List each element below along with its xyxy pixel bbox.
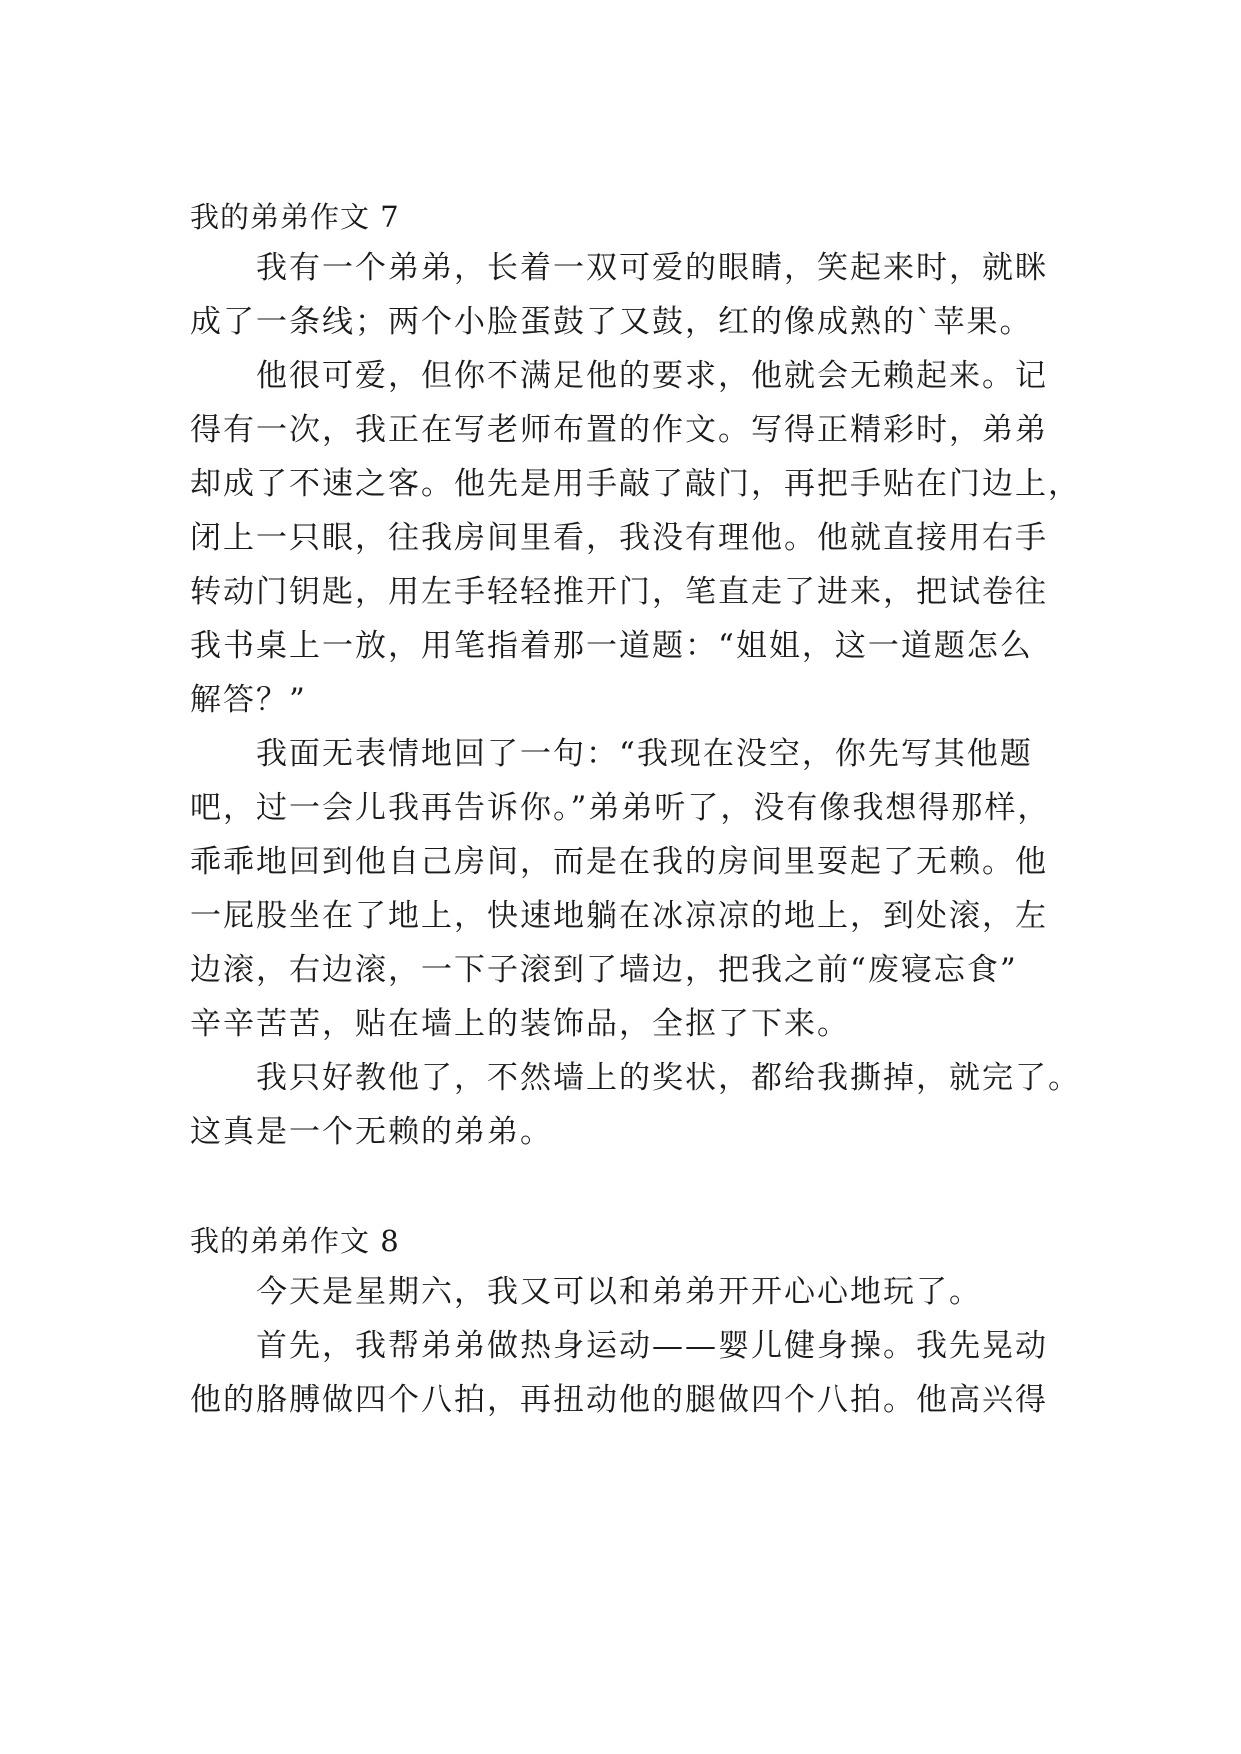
essay-8-line: 今天是星期六，我又可以和弟弟开开心心地玩了。 [256, 1274, 982, 1310]
essay-7-line: 边滚，右边滚，一下子滚到了墙边，把我之前“废寝忘食” [190, 952, 1018, 988]
essay-7-line: 我面无表情地回了一句：“我现在没空，你先写其他题 [256, 736, 1033, 772]
essay-7-line: 乖乖地回到他自己房间，而是在我的房间里耍起了无赖。他 [190, 844, 1048, 880]
essay-7-line: 我书桌上一放，用笔指着那一道题：“姐姐，这一道题怎么 [190, 628, 1033, 664]
essay-7-line: 闭上一只眼，往我房间里看，我没有理他。他就直接用右手 [190, 520, 1048, 556]
essay-7-line: 辛辛苦苦，贴在墙上的装饰品，全抠了下来。 [190, 1006, 850, 1042]
essay-7-line: 他很可爱，但你不满足他的要求，他就会无赖起来。记 [256, 358, 1048, 394]
essay-7-line: 吧，过一会儿我再告诉你。”弟弟听了，没有像我想得那样， [190, 790, 1051, 826]
essay-8-line: 首先，我帮弟弟做热身运动——婴儿健身操。我先晃动 [256, 1328, 1048, 1364]
essay-7-line: 成了一条线；两个小脸蛋鼓了又鼓，红的像成熟的`苹果。 [190, 304, 1033, 340]
essay-7-line: 一屁股坐在了地上，快速地躺在冰凉凉的地上，到处滚，左 [190, 898, 1048, 934]
essay-7-line: 却成了不速之客。他先是用手敲了敲门，再把手贴在门边上， [190, 466, 1081, 502]
essay-7-line: 转动门钥匙，用左手轻轻推开门，笔直走了进来，把试卷往 [190, 574, 1048, 610]
essay-8-line: 他的胳膊做四个八拍，再扭动他的腿做四个八拍。他高兴得 [190, 1382, 1048, 1418]
essay-7-line: 得有一次，我正在写老师布置的作文。写得正精彩时，弟弟 [190, 412, 1048, 448]
essay-7-line: 我有一个弟弟，长着一双可爱的眼睛，笑起来时，就眯 [256, 250, 1048, 286]
essay-7-line: 这真是一个无赖的弟弟。 [190, 1114, 553, 1150]
essay-7-line: 解答？” [190, 682, 307, 718]
essay-8-title: 我的弟弟作文 8 [190, 1224, 400, 1258]
essay-7-line: 我只好教他了，不然墙上的奖状，都给我撕掉，就完了。 [256, 1060, 1081, 1096]
essay-7-title: 我的弟弟作文 7 [190, 200, 400, 234]
